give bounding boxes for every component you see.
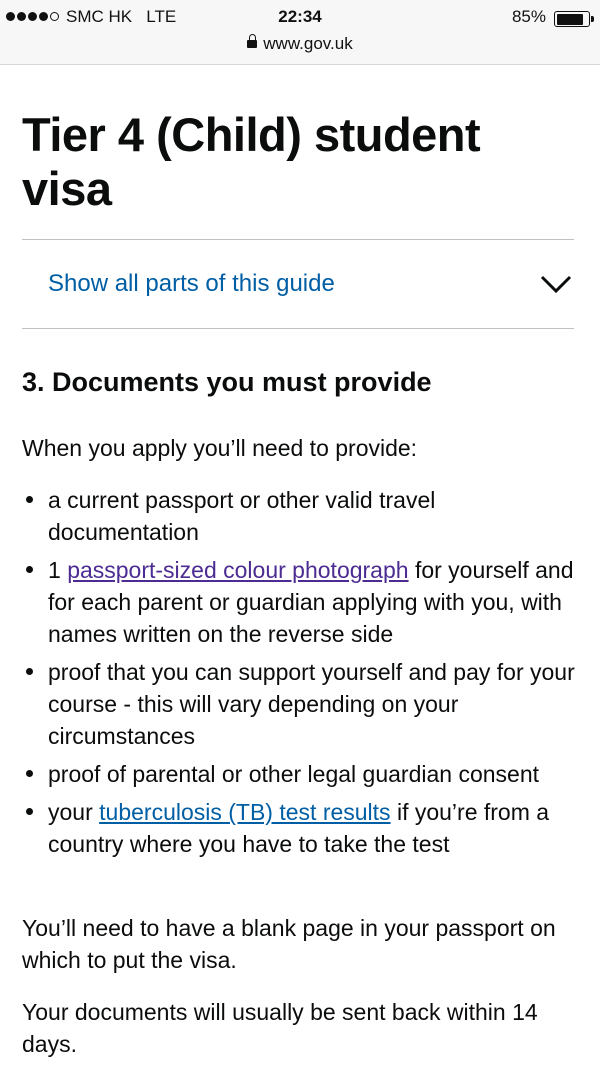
list-item: proof that you can support yourself and pay for your course - this will vary depending on your circumstances xyxy=(22,656,578,752)
intro-text: When you apply you’ll need to provide: xyxy=(22,435,418,461)
show-all-parts-link[interactable]: Show all parts of this guide xyxy=(48,270,335,297)
clock: 22:34 xyxy=(278,7,322,26)
page-title: Tier 4 (Child) student visa xyxy=(22,108,481,215)
battery-percentage: 85% xyxy=(511,7,546,26)
bullet-icon xyxy=(26,808,33,815)
documents-list xyxy=(22,484,578,866)
tb-test-results-link[interactable]: tuberculosis (TB) test results xyxy=(99,799,391,825)
status-bar xyxy=(0,0,600,65)
bullet-icon xyxy=(26,566,33,573)
list-item: a current passport or other valid travel documentation xyxy=(22,484,578,548)
documents-return-paragraph: Your documents will usually be sent back within 14 days. xyxy=(22,999,538,1057)
list-item: your tuberculosis (TB) test results if you’re from a country where you have to take the test xyxy=(22,796,578,860)
passport-photo-link[interactable]: passport-sized colour photograph xyxy=(67,557,409,583)
divider xyxy=(22,328,574,329)
list-item: 1 passport-sized colour photograph for yourself and for each parent or guardian applying with you, with names written on the reverse side xyxy=(22,554,578,650)
bullet-icon xyxy=(26,496,33,503)
network-type: LTE xyxy=(146,7,177,26)
carrier-label: SMC HK LTE xyxy=(66,7,177,26)
list-item: proof of parental or other legal guardian consent xyxy=(22,758,578,790)
section-heading: 3. Documents you must provide xyxy=(22,367,432,397)
blank-page-paragraph: You’ll need to have a blank page in your passport on which to put the visa. xyxy=(22,915,556,973)
url-text: www.gov.uk xyxy=(263,34,353,53)
show-all-parts-toggle[interactable] xyxy=(22,240,574,328)
bullet-icon xyxy=(26,770,33,777)
lock-icon xyxy=(247,40,257,48)
bullet-icon xyxy=(26,668,33,675)
battery-icon xyxy=(554,11,590,27)
chevron-down-icon[interactable] xyxy=(540,274,572,294)
address-bar[interactable] xyxy=(0,34,600,54)
